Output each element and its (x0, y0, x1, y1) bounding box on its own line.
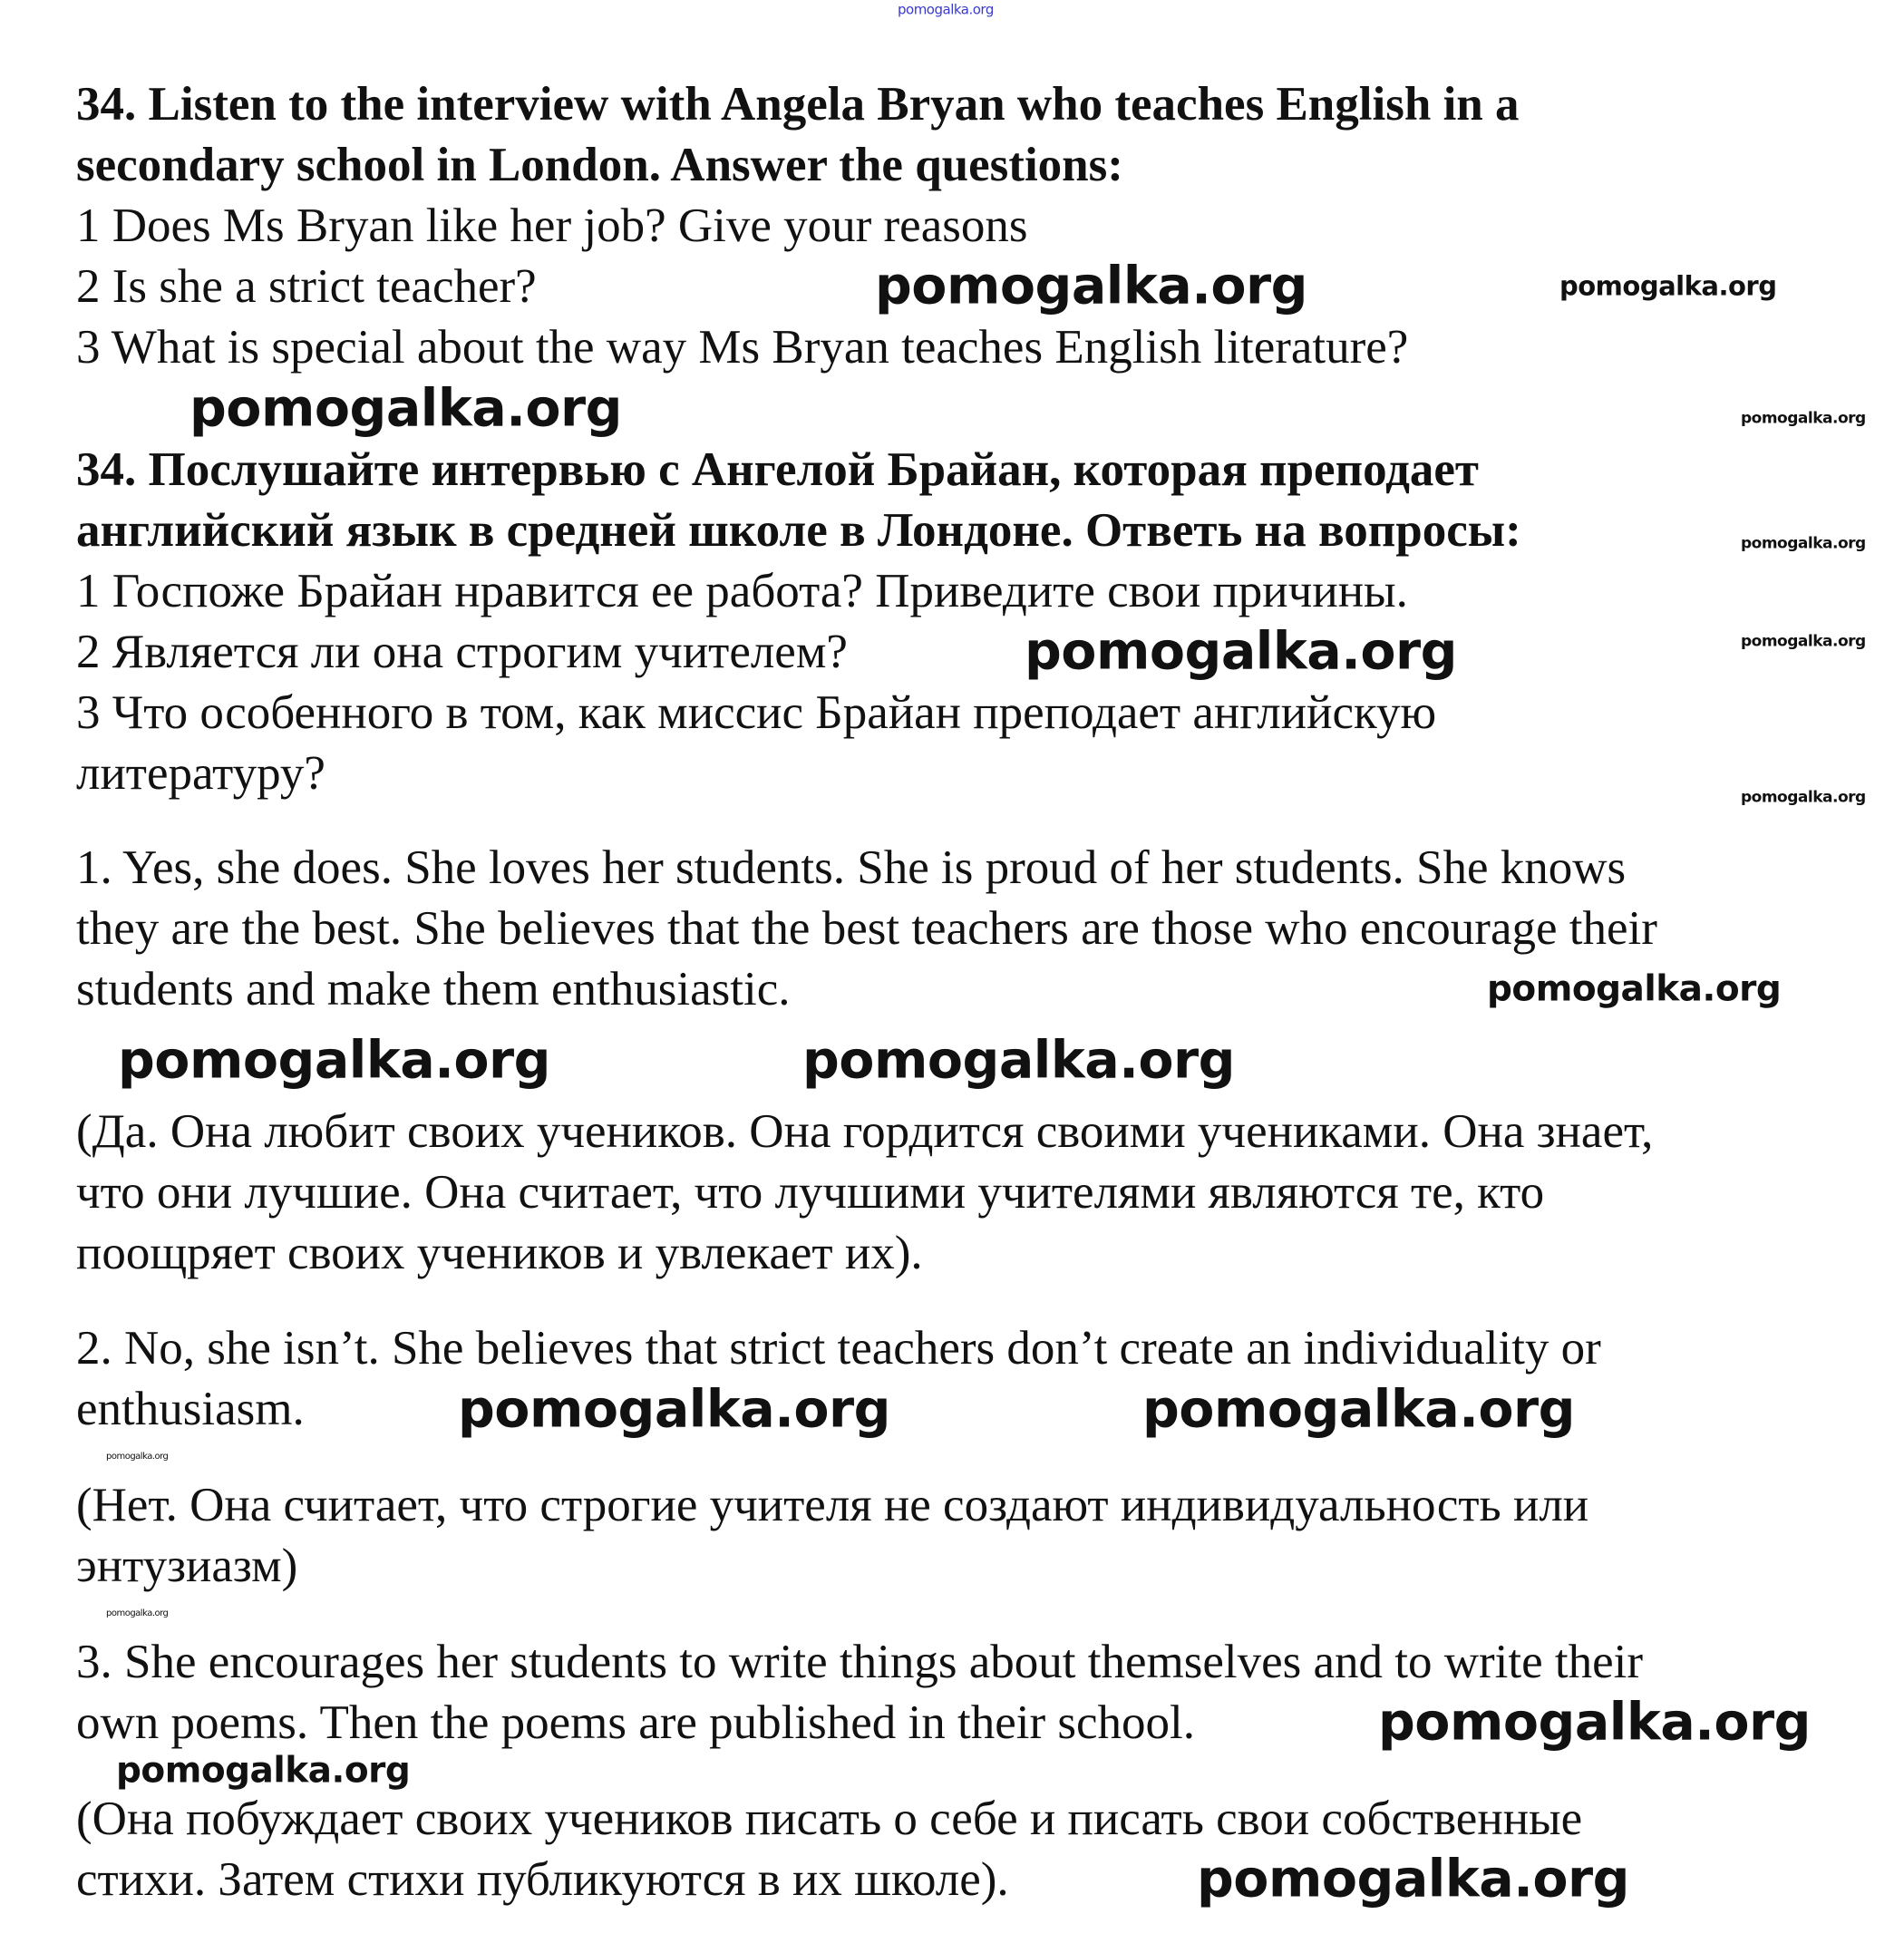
watermark: pomogalka.org (1142, 1379, 1575, 1440)
answer-1-ru (76, 1102, 1653, 1284)
watermark: pomogalka.org (118, 1030, 550, 1091)
watermark: pomogalka.org (116, 1750, 411, 1792)
answer-line: энтузиазм) (76, 1540, 298, 1592)
answer-1-en (76, 838, 1657, 1020)
answer-line: поощряет своих учеников и увлекает их). (76, 1227, 923, 1279)
heading-line: английский язык в средней школе в Лондоне. Ответь на вопросы: (76, 504, 1521, 557)
watermark: pomogalka.org (875, 256, 1307, 316)
answer-line: 2. No, she isn’t. She believes that strict teachers don’t create an individuality or (76, 1322, 1601, 1375)
task-heading-en (76, 74, 1520, 196)
task-heading-ru (76, 440, 1521, 561)
watermark: pomogalka.org (458, 1379, 890, 1440)
watermark: pomogalka.org (1197, 1849, 1629, 1909)
answer-line: enthusiasm. (76, 1383, 305, 1435)
answer-line: (Нет. Она считает, что строгие учителя не создают индивидуальность или (76, 1479, 1589, 1531)
task-questions-ru (76, 561, 1436, 804)
answer-line: (Да. Она любит своих учеников. Она гордится своими учениками. Она знает, (76, 1105, 1654, 1158)
answer-line: they are the best. She believes that the best teachers are those who encourage their (76, 902, 1657, 955)
question: 2 Является ли она строгим учителем? (76, 626, 848, 678)
watermark: pomogalka.org (1741, 534, 1866, 553)
watermark: pomogalka.org (189, 378, 622, 439)
question: 1 Госпоже Брайан нравится ее работа? Приведите свои причины. (76, 565, 1408, 617)
watermark: pomogalka.org (802, 1030, 1235, 1091)
watermark: pomogalka.org (106, 1608, 169, 1618)
watermark: pomogalka.org (1487, 968, 1782, 1010)
question: 2 Is she a strict teacher? (76, 260, 537, 313)
watermark: pomogalka.org (1741, 788, 1866, 807)
watermark: pomogalka.org (1741, 632, 1866, 651)
question: 3 Что особенного в том, как миссис Брайан преподает английскую (76, 686, 1437, 739)
answer-line: (Она побуждает своих учеников писать о себе и писать свои собственные (76, 1793, 1583, 1845)
question: 1 Does Ms Bryan like her job? Give your reasons (76, 199, 1028, 252)
heading-line: 34. Listen to the interview with Angela Bryan who teaches English in a (76, 78, 1520, 131)
answer-line: 3. She encourages her students to write things about themselves and to write their (76, 1636, 1643, 1688)
heading-line: 34. Послушайте интервью с Ангелой Брайан, которая преподает (76, 443, 1479, 496)
answer-line: students and make them enthusiastic. (76, 963, 791, 1015)
answer-line: 1. Yes, she does. She loves her students. She is proud of her students. She knows (76, 841, 1627, 894)
watermark: pomogalka.org (106, 1452, 169, 1462)
answer-line: что они лучшие. Она считает, что лучшими учителями являются те, кто (76, 1166, 1545, 1219)
question: литературу? (76, 747, 325, 800)
answer-line: стихи. Затем стихи публикуются в их школе). (76, 1853, 1009, 1906)
question: 3 What is special about the way Ms Bryan teaches English literature? (76, 321, 1409, 374)
watermark: pomogalka.org (1378, 1692, 1811, 1753)
watermark: pomogalka.org (898, 1, 994, 18)
watermark: pomogalka.org (1741, 409, 1866, 428)
watermark: pomogalka.org (1025, 621, 1457, 682)
heading-line: secondary school in London. Answer the questions: (76, 139, 1123, 191)
watermark: pomogalka.org (1559, 270, 1777, 302)
answer-line: own poems. Then the poems are published in their school. (76, 1696, 1195, 1749)
answer-2-ru (76, 1475, 1588, 1597)
